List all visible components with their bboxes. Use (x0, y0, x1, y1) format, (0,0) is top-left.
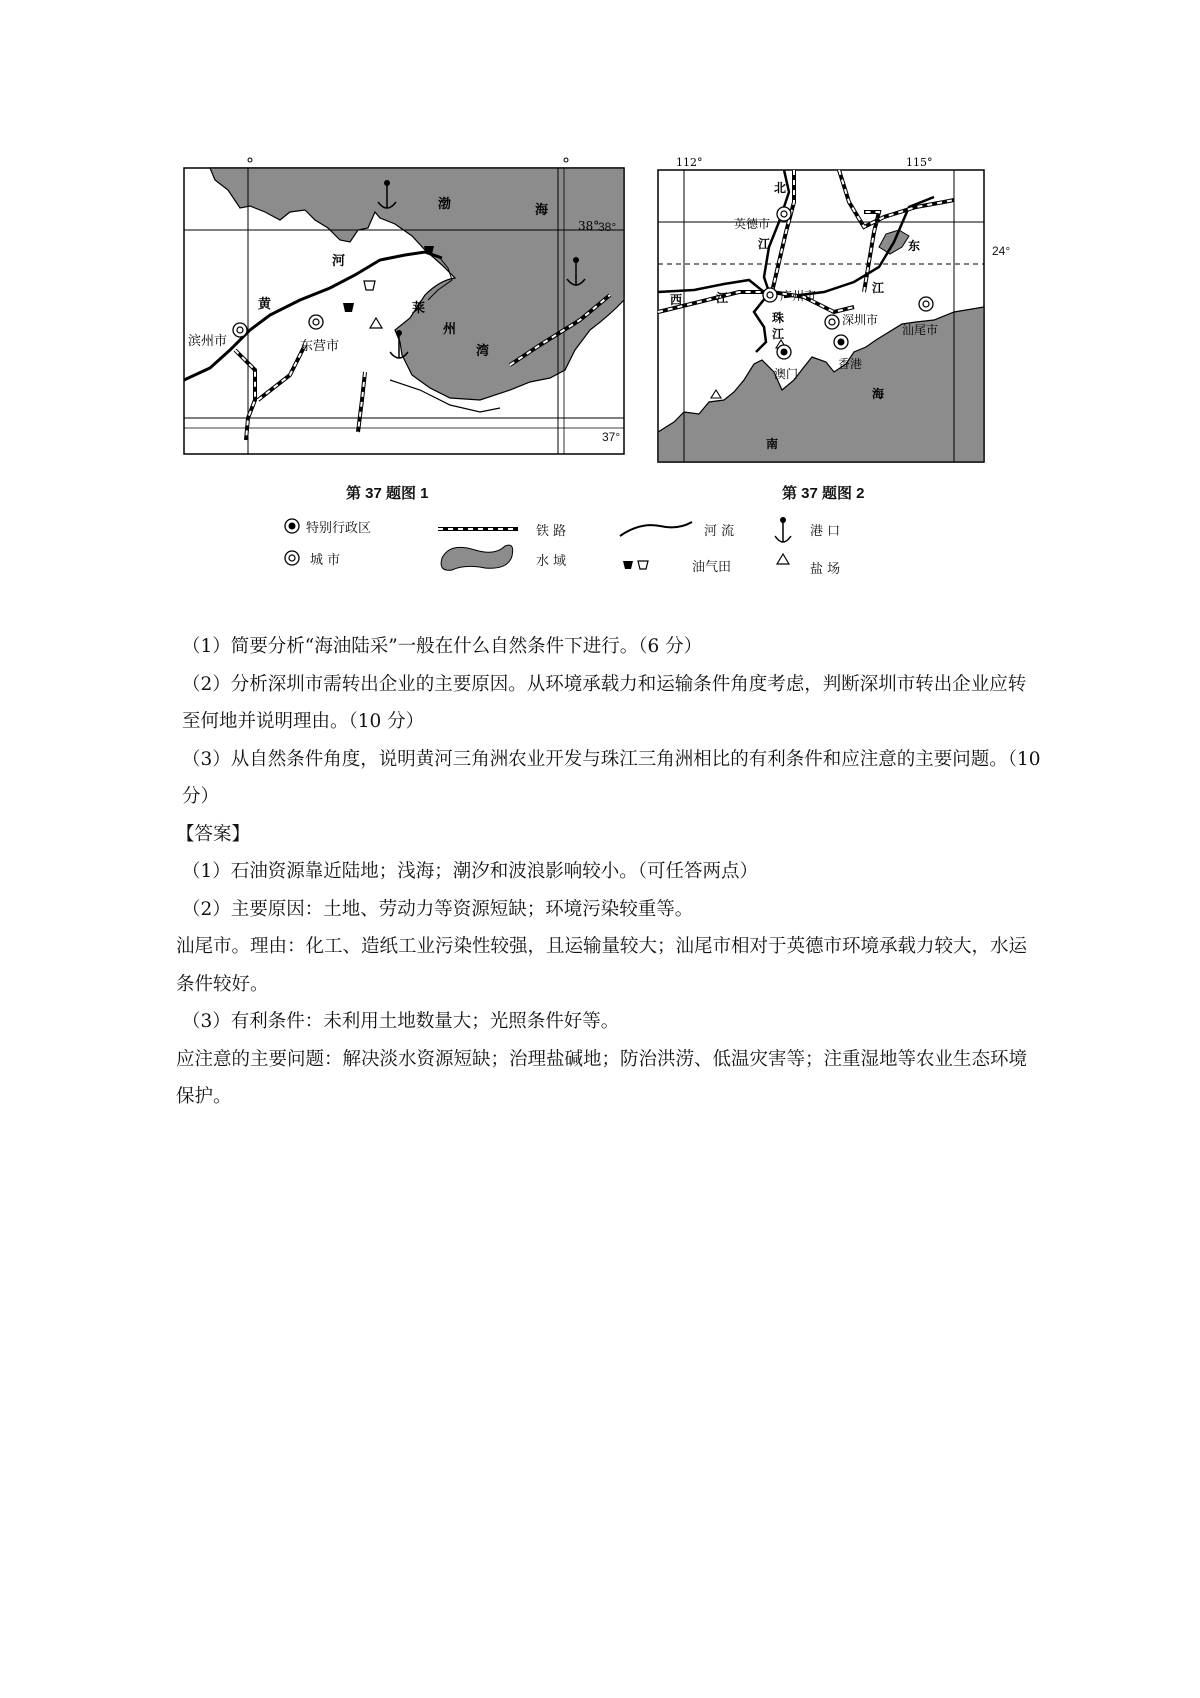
legend-oilfield-label: 油气田 (692, 560, 732, 575)
legend-sar-icon (285, 519, 299, 533)
label-lai: 莱 (412, 301, 426, 316)
label-shanwei: 汕尾市 (902, 323, 939, 337)
legend-sar-label: 特别行政区 (306, 521, 372, 536)
label-binzhou: 滨州市 (188, 334, 228, 349)
answer-3-continued: 应注意的主要问题：解决淡水资源短缺；治理盐碱地；防治洪涝、低温灾害等；注重湿地等农业生态环境保护。 (176, 1048, 1028, 1107)
answer-header: 【答案】 (176, 823, 251, 845)
label-hongkong: 香港 (838, 357, 863, 371)
label-yingde: 英德市 (734, 217, 771, 231)
lon-label-112: 112° (676, 156, 703, 169)
legend-saltfield-label: 盐 场 (810, 562, 841, 577)
lat-37-label: 37° (602, 430, 621, 444)
question-2: （2）分析深圳市需转出企业的主要原因。从环境承载力和运输条件角度考虑，判断深圳市转出企业应转至何地并说明理由。（10 分） (182, 673, 1027, 732)
sar-hongkong-icon (834, 335, 848, 349)
label-jiang-north: 江 (758, 237, 771, 251)
map2-caption: 第 37 题图 2 (782, 485, 865, 502)
label-guangzhou: 广州市 (780, 289, 817, 303)
oilfield-icon (364, 281, 375, 290)
question-3: （3）从自然条件角度，说明黄河三角洲农业开发与珠江三角洲相比的有利条件和应注意的主要问题。（10 分） (182, 748, 1041, 807)
question-1: （1）简要分析“海油陆采”一般在什么自然条件下进行。（6 分） (182, 636, 703, 657)
map1-caption: 第 37 题图 1 (346, 485, 429, 502)
map-pearl-river-delta (654, 152, 990, 468)
label-he: 河 (332, 254, 346, 269)
question-and-answer-text (176, 628, 1042, 1116)
city-binzhou-icon (233, 323, 247, 337)
label-shenzhen: 深圳市 (842, 313, 879, 327)
label-bei: 北 (774, 181, 787, 195)
city-guangzhou-icon (763, 288, 777, 302)
label-dong: 东 (908, 239, 921, 253)
label-dongying: 东营市 (300, 339, 340, 354)
label-hai: 海 (535, 203, 549, 218)
city-yingde-icon (777, 207, 791, 221)
map-yellow-river-delta (180, 150, 630, 470)
legend-city-label: 城 市 (310, 553, 341, 568)
city-shanwei-icon (919, 297, 933, 311)
label-jiang-zhu: 江 (772, 327, 785, 341)
legend-water-label: 水 域 (536, 554, 567, 569)
answer-2-continued: 汕尾市。理由：化工、造纸工业污染性较强，且运输量较大；汕尾市相对于英德市环境承载力较大，水运条件较好。 (176, 936, 1028, 995)
legend-city-icon (285, 551, 299, 565)
legend-river-icon (620, 522, 692, 536)
answer-3: （3）有利条件：未利用土地数量大；光照条件好等。 (182, 1011, 620, 1032)
label-jiang-east: 江 (872, 281, 885, 295)
legend-railway-label: 铁 路 (536, 524, 567, 539)
label-huang: 黄 (258, 297, 272, 312)
lat-label-38: 38° (578, 219, 600, 233)
map-legend (280, 512, 920, 592)
sar-macao-icon (777, 345, 791, 359)
legend-water-icon (441, 545, 513, 570)
label-zhu: 珠 (772, 311, 785, 325)
label-bo: 渤 (438, 197, 452, 212)
lon-label-115: 115° (906, 156, 933, 169)
lat-24-label: 24° (992, 244, 1011, 258)
label-zhou: 州 (443, 322, 457, 337)
label-hai: 海 (872, 387, 885, 401)
legend-port-icon (775, 517, 791, 542)
city-shenzhen-icon (825, 315, 839, 329)
legend-oilfield-icon (623, 561, 633, 569)
legend-port-label: 港 口 (810, 524, 841, 539)
city-dongying-icon (309, 315, 323, 329)
label-xi: 西 (670, 293, 683, 307)
answer-2: （2）主要原因：土地、劳动力等资源短缺；环境污染较重等。 (182, 898, 694, 920)
answer-1: （1）石油资源靠近陆地；浅海；潮汐和波浪影响较小。（可任答两点） (182, 861, 759, 882)
label-jiang-west: 江 (716, 291, 729, 305)
label-wan: 湾 (476, 344, 490, 359)
lat-38-label: 38° (598, 220, 617, 234)
legend-saltfield-icon (777, 554, 789, 564)
legend-river-label: 河 流 (704, 524, 735, 539)
label-nan: 南 (766, 437, 779, 451)
label-macao: 澳门 (774, 367, 799, 381)
